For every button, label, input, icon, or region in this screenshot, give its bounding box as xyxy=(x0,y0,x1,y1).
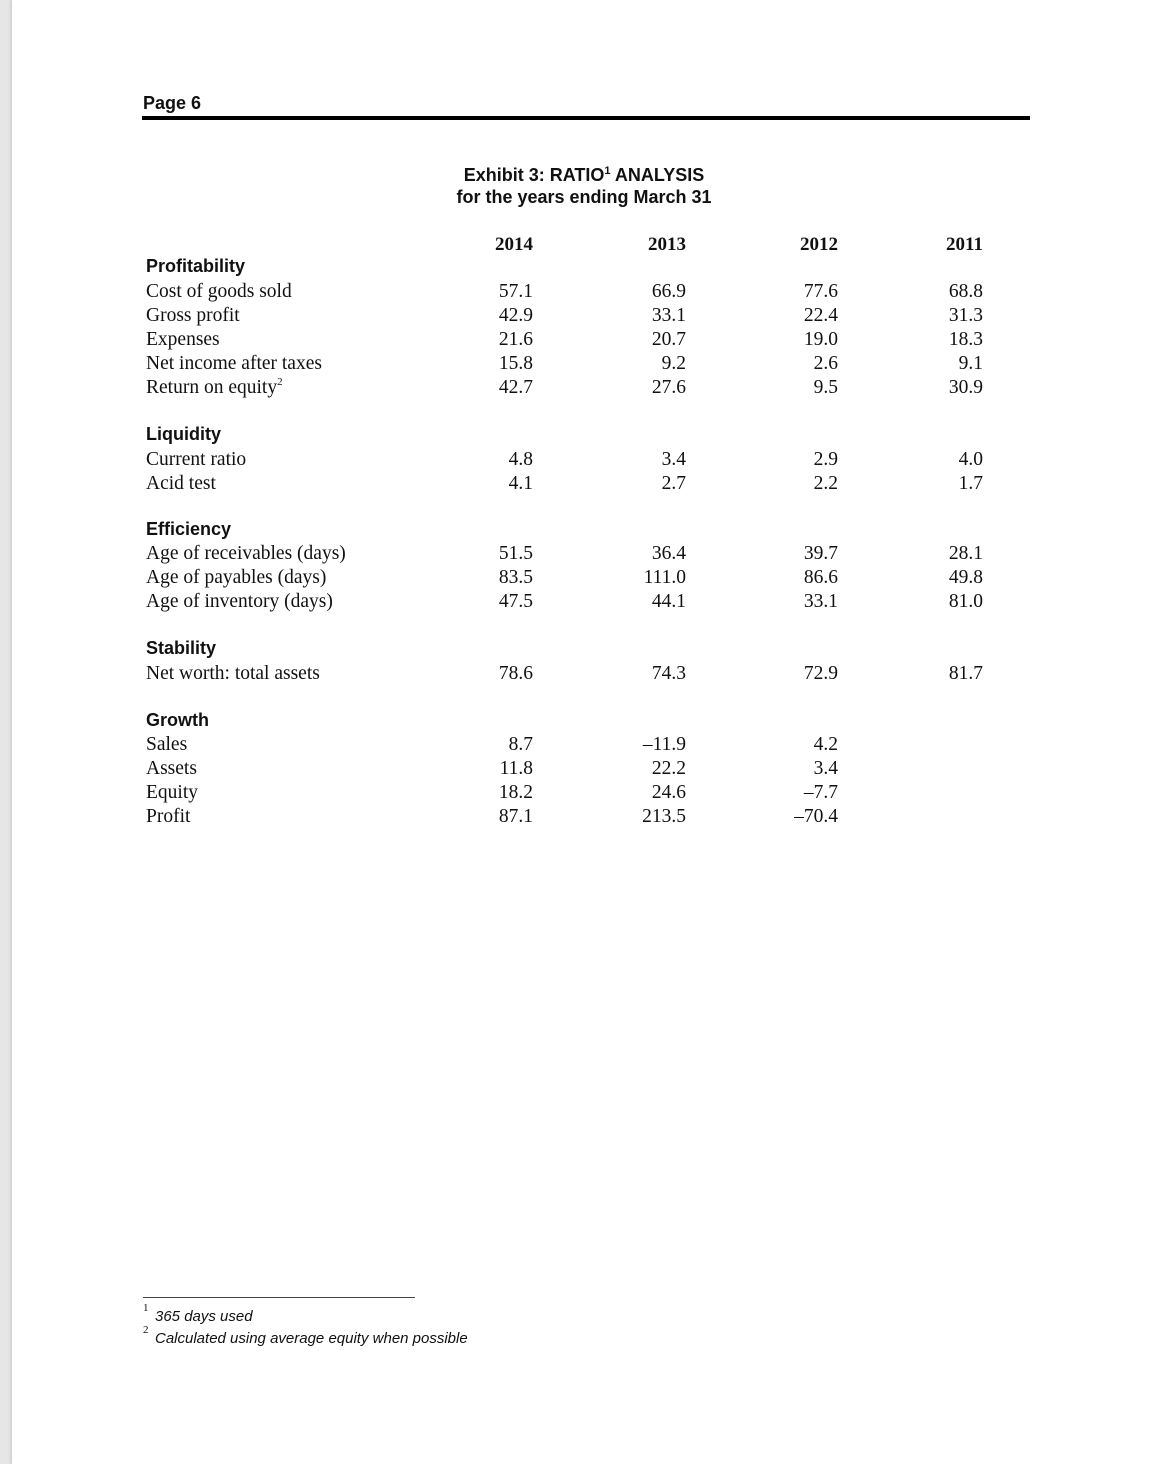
section-profitability: Profitability xyxy=(146,256,246,276)
row-label: Age of receivables (days) xyxy=(146,543,346,564)
exhibit-title xyxy=(384,165,784,186)
row-label: Assets xyxy=(146,758,197,779)
cell-value: 87.1 xyxy=(498,806,533,827)
cell-value: 31.3 xyxy=(948,305,983,326)
cell-value: 4.0 xyxy=(958,449,983,470)
cell-value: 42.7 xyxy=(498,377,533,398)
cell-value: 2.2 xyxy=(813,473,838,494)
cell-value: 74.3 xyxy=(651,663,686,684)
row-label: Gross profit xyxy=(146,305,240,326)
section-efficiency: Efficiency xyxy=(146,519,232,539)
row-label: Net worth: total assets xyxy=(146,663,320,684)
cell-value: 36.4 xyxy=(651,543,686,564)
row-label: Cost of goods sold xyxy=(146,281,292,302)
exhibit-subtitle: for the years ending March 31 xyxy=(456,187,712,207)
cell-value: 15.8 xyxy=(498,353,533,374)
cell-value: 47.5 xyxy=(498,591,533,612)
cell-value: 213.5 xyxy=(642,806,686,827)
cell-value: 2.6 xyxy=(813,353,838,374)
cell-value: 28.1 xyxy=(948,543,983,564)
cell-value: 51.5 xyxy=(498,543,533,564)
cell-value: 4.2 xyxy=(813,734,838,755)
row-label: Profit xyxy=(146,806,191,827)
page-header: Page 6 xyxy=(143,93,202,113)
cell-value: 39.7 xyxy=(803,543,838,564)
cell-value: 27.6 xyxy=(651,377,686,398)
cell-value: 33.1 xyxy=(803,591,838,612)
row-label-text: Return on equity xyxy=(146,377,278,398)
cell-value: 81.7 xyxy=(948,663,983,684)
cell-value: 18.2 xyxy=(498,782,533,803)
row-label: Age of inventory (days) xyxy=(146,591,333,612)
cell-value: 81.0 xyxy=(948,591,983,612)
cell-value: 66.9 xyxy=(651,281,686,302)
cell-value: –11.9 xyxy=(642,734,686,755)
cell-value: –70.4 xyxy=(794,806,838,827)
cell-value: 77.6 xyxy=(803,281,838,302)
cell-value: 44.1 xyxy=(651,591,686,612)
footnote-mark-1: 1 xyxy=(143,1302,149,1314)
footnote-mark-2: 2 xyxy=(143,1324,149,1336)
section-growth: Growth xyxy=(146,710,209,730)
year-header-2011: 2011 xyxy=(946,234,983,255)
cell-value: 30.9 xyxy=(948,377,983,398)
footnote-mark: 2 xyxy=(277,376,283,388)
cell-value: 78.6 xyxy=(498,663,533,684)
cell-value: 9.2 xyxy=(661,353,686,374)
cell-value: 2.7 xyxy=(661,473,686,494)
cell-value: 42.9 xyxy=(498,305,533,326)
cell-value: 83.5 xyxy=(498,567,533,588)
footnote-text-1: 365 days used xyxy=(155,1308,253,1325)
footnote-rule xyxy=(143,1297,415,1298)
cell-value: 21.6 xyxy=(498,329,533,350)
year-header-2013: 2013 xyxy=(648,234,686,255)
cell-value: 9.5 xyxy=(813,377,838,398)
cell-value: 2.9 xyxy=(813,449,838,470)
year-header-2014: 2014 xyxy=(495,234,533,255)
row-label: Age of payables (days) xyxy=(146,567,327,588)
row-label xyxy=(146,377,283,399)
section-stability: Stability xyxy=(146,638,217,658)
cell-value: 57.1 xyxy=(498,281,533,302)
row-label: Acid test xyxy=(146,473,216,494)
row-label: Expenses xyxy=(146,329,220,350)
exhibit-title-footnote-mark: 1 xyxy=(604,165,611,177)
cell-value: 33.1 xyxy=(651,305,686,326)
row-label: Current ratio xyxy=(146,449,247,470)
cell-value: –7.7 xyxy=(803,782,838,803)
footnote-text-2: Calculated using average equity when possible xyxy=(155,1330,468,1347)
cell-value: 8.7 xyxy=(508,734,533,755)
cell-value: 72.9 xyxy=(803,663,838,684)
row-label: Net income after taxes xyxy=(146,353,322,374)
row-label: Sales xyxy=(146,734,188,755)
cell-value: 22.2 xyxy=(651,758,686,779)
row-label: Equity xyxy=(146,782,198,803)
document-page xyxy=(12,0,1155,1464)
cell-value: 86.6 xyxy=(803,567,838,588)
cell-value: 49.8 xyxy=(948,567,983,588)
cell-value: 18.3 xyxy=(948,329,983,350)
year-header-2012: 2012 xyxy=(800,234,838,255)
cell-value: 24.6 xyxy=(651,782,686,803)
header-rule xyxy=(142,116,1030,120)
cell-value: 4.1 xyxy=(508,473,533,494)
exhibit-title-post: ANALYSIS xyxy=(610,165,705,185)
cell-value: 22.4 xyxy=(803,305,838,326)
cell-value: 1.7 xyxy=(958,473,983,494)
cell-value: 68.8 xyxy=(948,281,983,302)
section-liquidity: Liquidity xyxy=(146,424,221,444)
cell-value: 20.7 xyxy=(651,329,686,350)
cell-value: 3.4 xyxy=(661,449,686,470)
cell-value: 11.8 xyxy=(499,758,533,779)
cell-value: 9.1 xyxy=(958,353,983,374)
cell-value: 19.0 xyxy=(803,329,838,350)
cell-value: 4.8 xyxy=(508,449,533,470)
cell-value: 3.4 xyxy=(813,758,838,779)
exhibit-title-pre: Exhibit 3: RATIO xyxy=(463,165,605,185)
cell-value: 111.0 xyxy=(643,567,686,588)
